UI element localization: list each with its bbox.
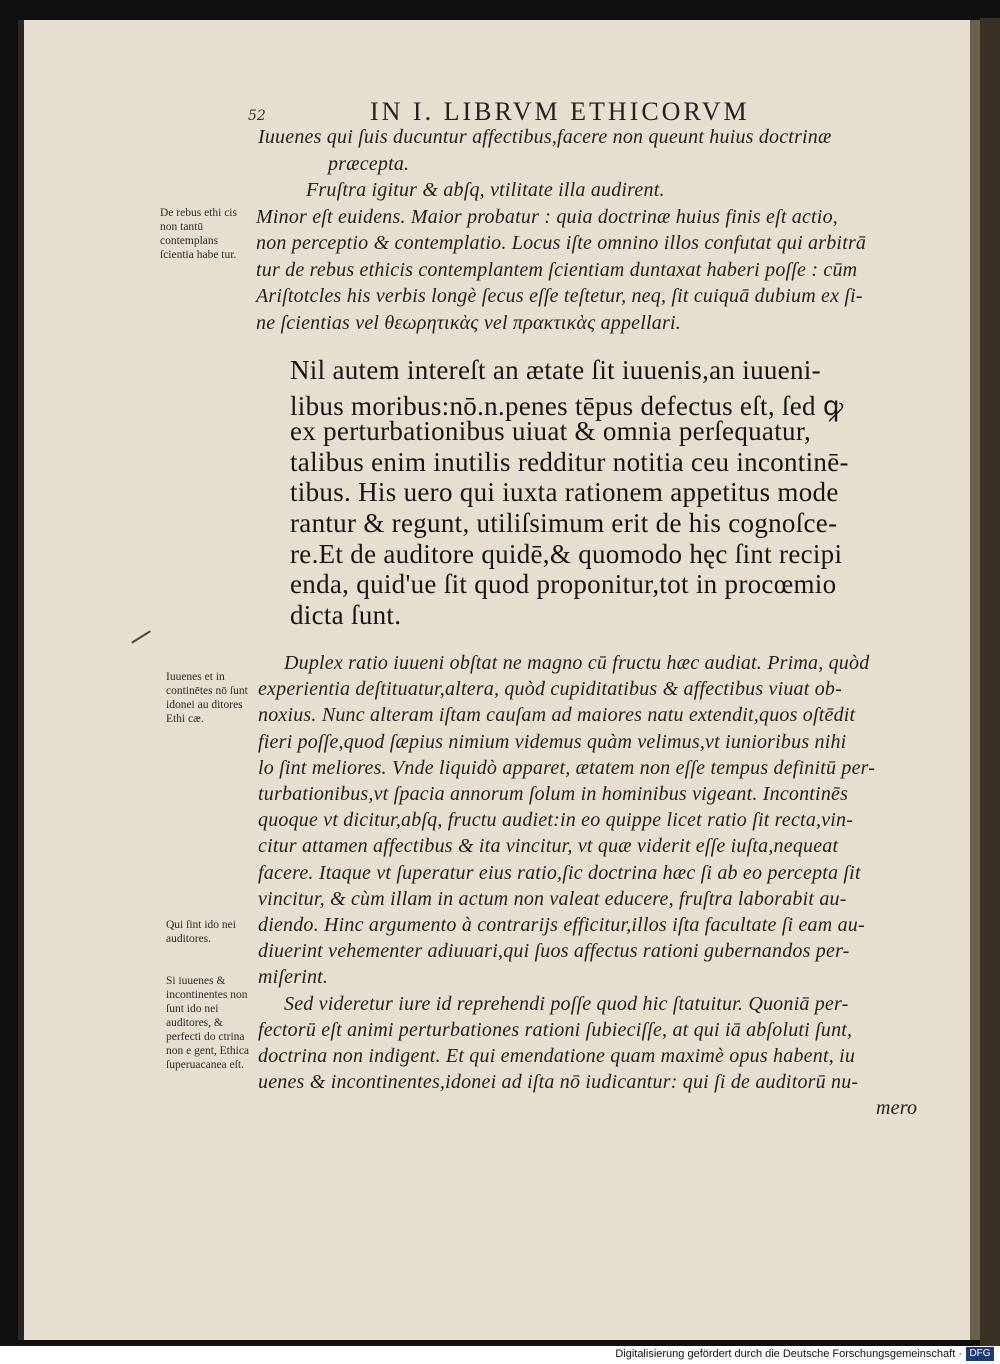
text-line: miſerint. (258, 966, 329, 989)
page-number: 52 (248, 108, 266, 124)
text-line: vincitur, & cùm illam in actum non valeat educere, fruſtra laborabit au- (258, 887, 847, 910)
marginal-note-3: Qui ſint ido nei auditores. (166, 919, 236, 945)
text-line: Iuuenes qui ſuis ducuntur affectibus,facere non queunt huius doctrinæ (258, 126, 832, 148)
text-line: noxius. Nunc alteram iſtam cauſam ad maiores natu extendit,quos oſtēdit (258, 704, 856, 727)
footer-credit: Digitalisierung gefördert durch die Deutsche Forschungsgemeinschaft · (615, 1348, 962, 1360)
text-line: libus moribus:nō.n.penes tēpus defectus eſt, ſed ꝙ (290, 390, 844, 421)
text-line: doctrina non indigent. Et qui emendatione quam maximè opus habent, iu (258, 1045, 856, 1067)
text-line: experientia deſtituatur,altera, quòd cupiditatibus & affectibus viuat ob- (258, 678, 842, 701)
text-line: mero (876, 1097, 918, 1120)
text-line: quoque vt dicitur,abſq, fructu audiet:in eo quippe licet ratio ſit recta,vin- (258, 809, 854, 832)
text-line: præcepta. (328, 152, 410, 175)
text-line: citur attamen affectibus & ita vincitur, vt quæ viderit eſſe iuſta,nequeat (258, 835, 839, 858)
text-line: talibus enim inutilis redditur notitia ceu incontinē- (290, 446, 849, 477)
text-line: Duplex ratio iuueni obſtat ne magno cū fructu hæc audiat. Prima, quòd (284, 652, 870, 674)
text-line: diendo. Hinc argumento à contrarijs efficitur,illos iſta facultate ſi eam au- (258, 914, 865, 936)
text-line: ex perturbationibus uiuat & omnia perſequatur, (290, 416, 812, 447)
text-line: facere. Itaque vt ſuperatur eius ratio,ſic doctrina hæc ſi ab eo percepta ſit (258, 861, 861, 884)
text-line: non perceptio & contemplatio. Locus iſte omnino illos confutat qui arbitrā (256, 232, 867, 254)
text-line: lo ſint meliores. Vnde liquidò apparet, ætatem non eſſe tempus definitū per- (258, 756, 876, 779)
text-line: Nil autem intereſt an ætate ſit iuuenis,an iuueni- (290, 355, 821, 385)
text-line: Sed videretur iure id reprehendi poſſe quod hic ſtatuitur. Quoniā per- (284, 992, 849, 1015)
text-line: Fruſtra igitur & abſq, vtilitate illa audirent. (306, 179, 665, 201)
text-line: rantur & regunt, utiliſsimum erit de his cognoſce- (290, 508, 838, 538)
text-line: Minor eſt euidens. Maior probatur : quia doctrinæ huius finis eſt actio, (256, 205, 838, 228)
marginal-note-2: Iuuenes et in continētes nō ſunt idonei au ditores Ethi cæ. (166, 671, 248, 725)
text-line: Ariſtotcles his verbis longè ſecus eſſe teſtetur, neq, ſit cuiquā dubium ex ſi- (256, 285, 863, 307)
running-title: IN I. LIBRVM ETHICORVM (370, 97, 750, 126)
marginal-note-4: Si iuuenes & incontinentes non ſunt ido nei auditores, & perfecti do ctrina non e gent, Ethica ſuperuacanea eſt. (166, 975, 250, 1071)
marginal-note-1: De rebus ethi cis non tantū contemplans ſcientia habe tur. (160, 207, 237, 261)
text-line: enda, quid'ue ſit quod proponitur,tot in procœmio (290, 569, 837, 600)
dfg-logo: DFG (966, 1347, 994, 1361)
text-line: tibus. His uero qui iuxta rationem appetitus mode (290, 477, 839, 508)
text-line: dicta ſunt. (290, 599, 402, 630)
text-line: turbationibus,vt ſpacia annorum ſolum in hominibus vigeant. Incontinēs (258, 783, 849, 805)
book-cover-edge (980, 18, 1000, 1346)
text-line: uenes & incontinentes,idonei ad iſta nō iudicantur: qui ſi de auditorū nu- (258, 1071, 859, 1094)
text-line: re.Et de auditore quidē,& quomodo hęc ſint recipi (290, 538, 843, 569)
text-line: fectorū eſt animi perturbationes rationi ſubieciſſe, at qui iā abſoluti ſunt, (258, 1018, 853, 1041)
text-line: diuerint vehementer adiuuari,qui ſuos affectus rationi gubernandos per- (258, 940, 850, 963)
text-line: tur de rebus ethicis contemplantem ſcientiam duntaxat haberi poſſe : cūm (256, 258, 858, 281)
text-line: ne ſcientias vel θεωρητικὰς vel πρακτικὰς appellari. (256, 311, 681, 334)
text-line: fieri poſſe,quod ſæpius nimium videmus quàm velimus,vt iunioribus nihi (258, 730, 847, 753)
